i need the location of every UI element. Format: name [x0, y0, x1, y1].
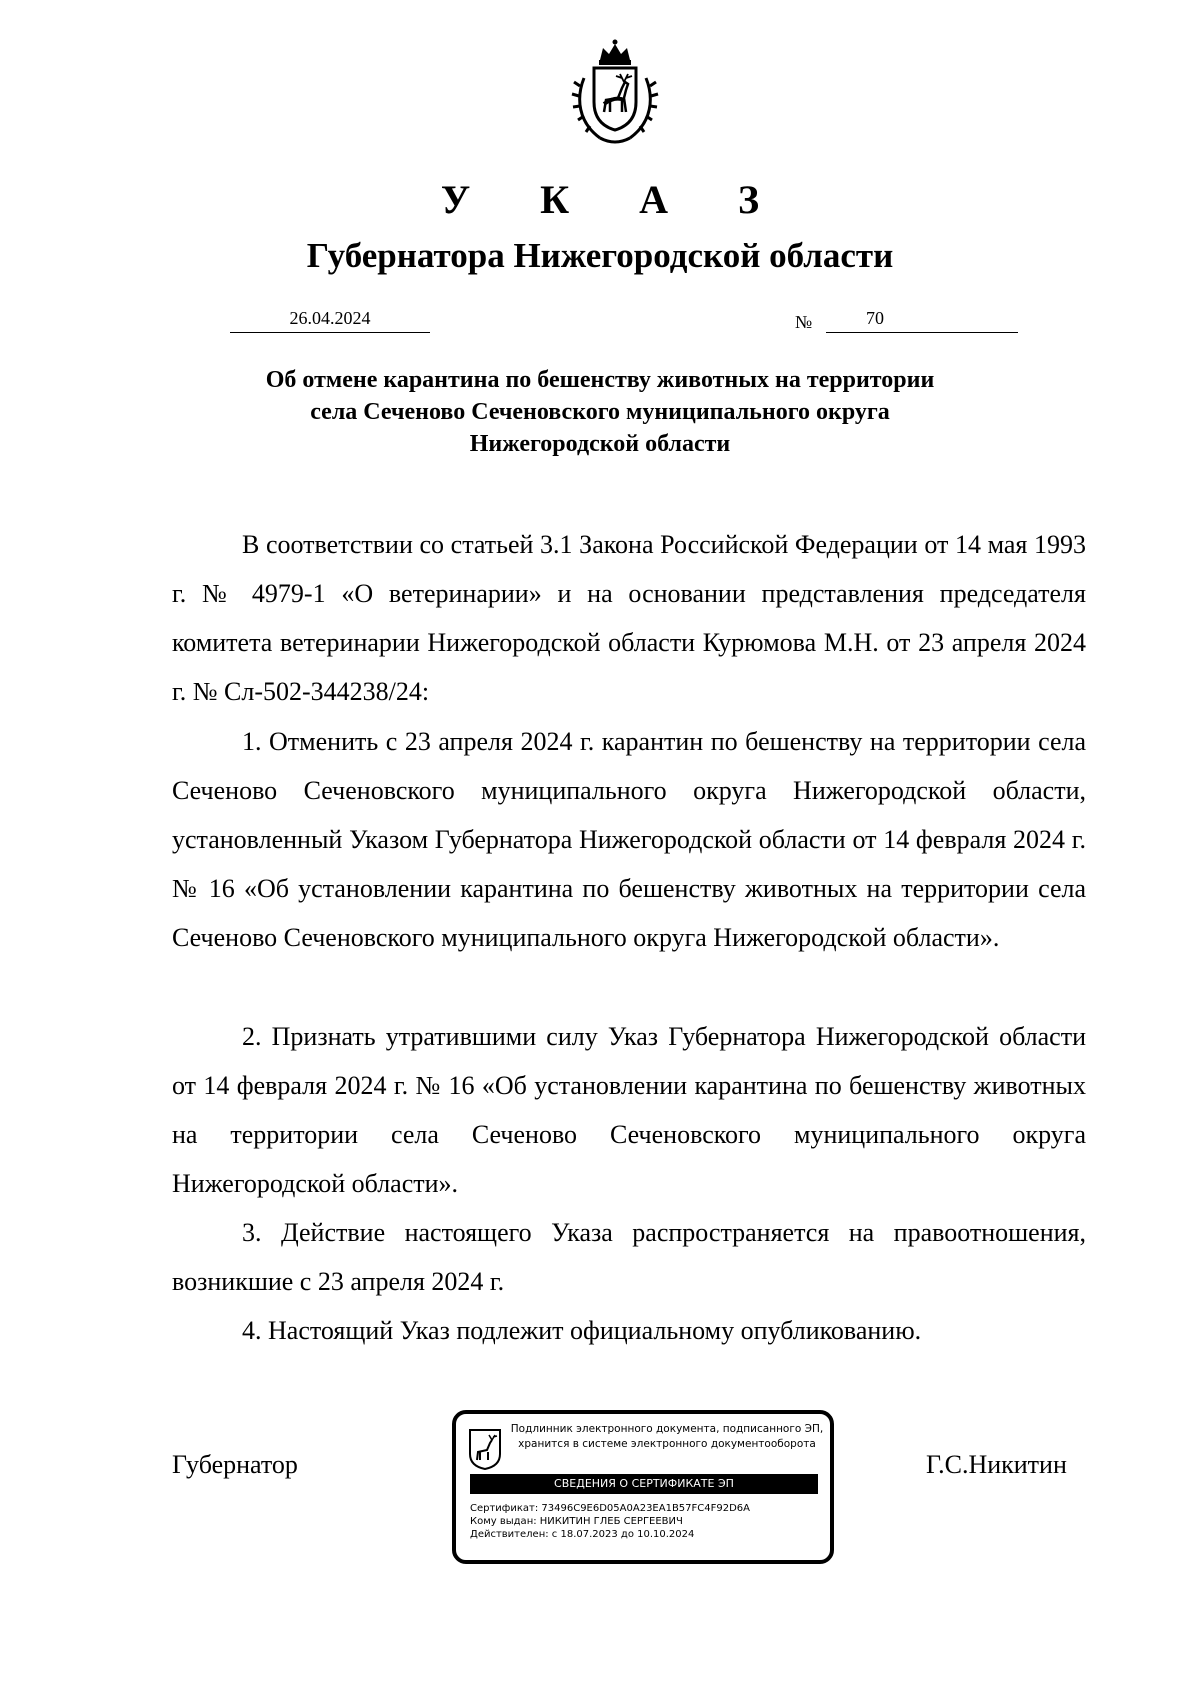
preamble-paragraph: В соответствии со статьей 3.1 Закона Российской Федерации от 14 мая 1993 г. № 4979-1 «О ветеринарии» и на основании представления председателя комитета ветеринарии Нижегородской области Курюмова М.Н. от 23 апреля 2024 г. № Сл-502-344238/24:	[172, 530, 1086, 706]
certificate-validity: Действителен: с 18.07.2023 до 10.10.2024	[470, 1529, 695, 1540]
decree-date: 26.04.2024	[289, 308, 371, 328]
decree-number: 70	[866, 308, 884, 328]
item-paragraph-2: 2. Признать утратившими силу Указ Губернатора Нижегородской области от 14 февраля 2024 г. № 16 «Об установлении карантина по бешенству животных на территории села Сеченово Сеченовского муниципального округа Нижегородской области».	[172, 1022, 1086, 1198]
signer-name: Г.С.Никитин	[926, 1450, 1067, 1479]
stamp-header-line: хранится в системе электронного документооборота	[518, 1438, 816, 1450]
item-paragraph-1: 1. Отменить с 23 апреля 2024 г. карантин по бешенству на территории села Сеченово Сеченовского муниципального округа Нижегородской области, установленный Указом Губернатора Нижегородской области от 14 февраля 2024 г. № 16 «Об установлении карантина по бешенству животных на территории села Сеченово Сеченовского муниципального округа Нижегородской области».	[172, 727, 1086, 952]
decree-number-label: №	[795, 312, 813, 332]
item-paragraph-3: 3. Действие настоящего Указа распространяется на правоотношения, возникшие с 23 апреля 2024 г.	[172, 1218, 1086, 1296]
decree-issuer: Губернатора Нижегородской области	[306, 236, 894, 275]
decree-subject	[0, 364, 1200, 460]
subject-line: Нижегородской области	[469, 431, 731, 457]
e-signature-stamp	[452, 1410, 834, 1564]
certificate-serial: Сертификат: 73496C9E6D05A0A23EA1B57FC4F92D6A	[470, 1503, 751, 1514]
subject-line: Об отмене карантина по бешенству животных на территории	[265, 367, 935, 393]
stamp-header	[508, 1422, 826, 1452]
deer-emblem-icon	[468, 1426, 502, 1470]
coat-of-arms-emblem	[570, 38, 660, 146]
item-paragraph-4: 4. Настоящий Указ подлежит официальному опубликованию.	[242, 1316, 922, 1345]
subject-line: села Сеченово Сеченовского муниципального округа	[310, 399, 890, 425]
stamp-header-line: Подлинник электронного документа, подписанного ЭП,	[510, 1423, 824, 1435]
decree-number-field	[826, 308, 1018, 333]
signer-position: Губернатор	[172, 1450, 298, 1479]
certificate-owner: Кому выдан: НИКИТИН ГЛЕБ СЕРГЕЕВИЧ	[470, 1516, 683, 1527]
decree-date-field	[230, 308, 430, 333]
decree-title: У К А З	[440, 177, 790, 222]
certificate-details	[470, 1502, 750, 1541]
certificate-info-bar: СВЕДЕНИЯ О СЕРТИФИКАТЕ ЭП	[470, 1474, 818, 1494]
